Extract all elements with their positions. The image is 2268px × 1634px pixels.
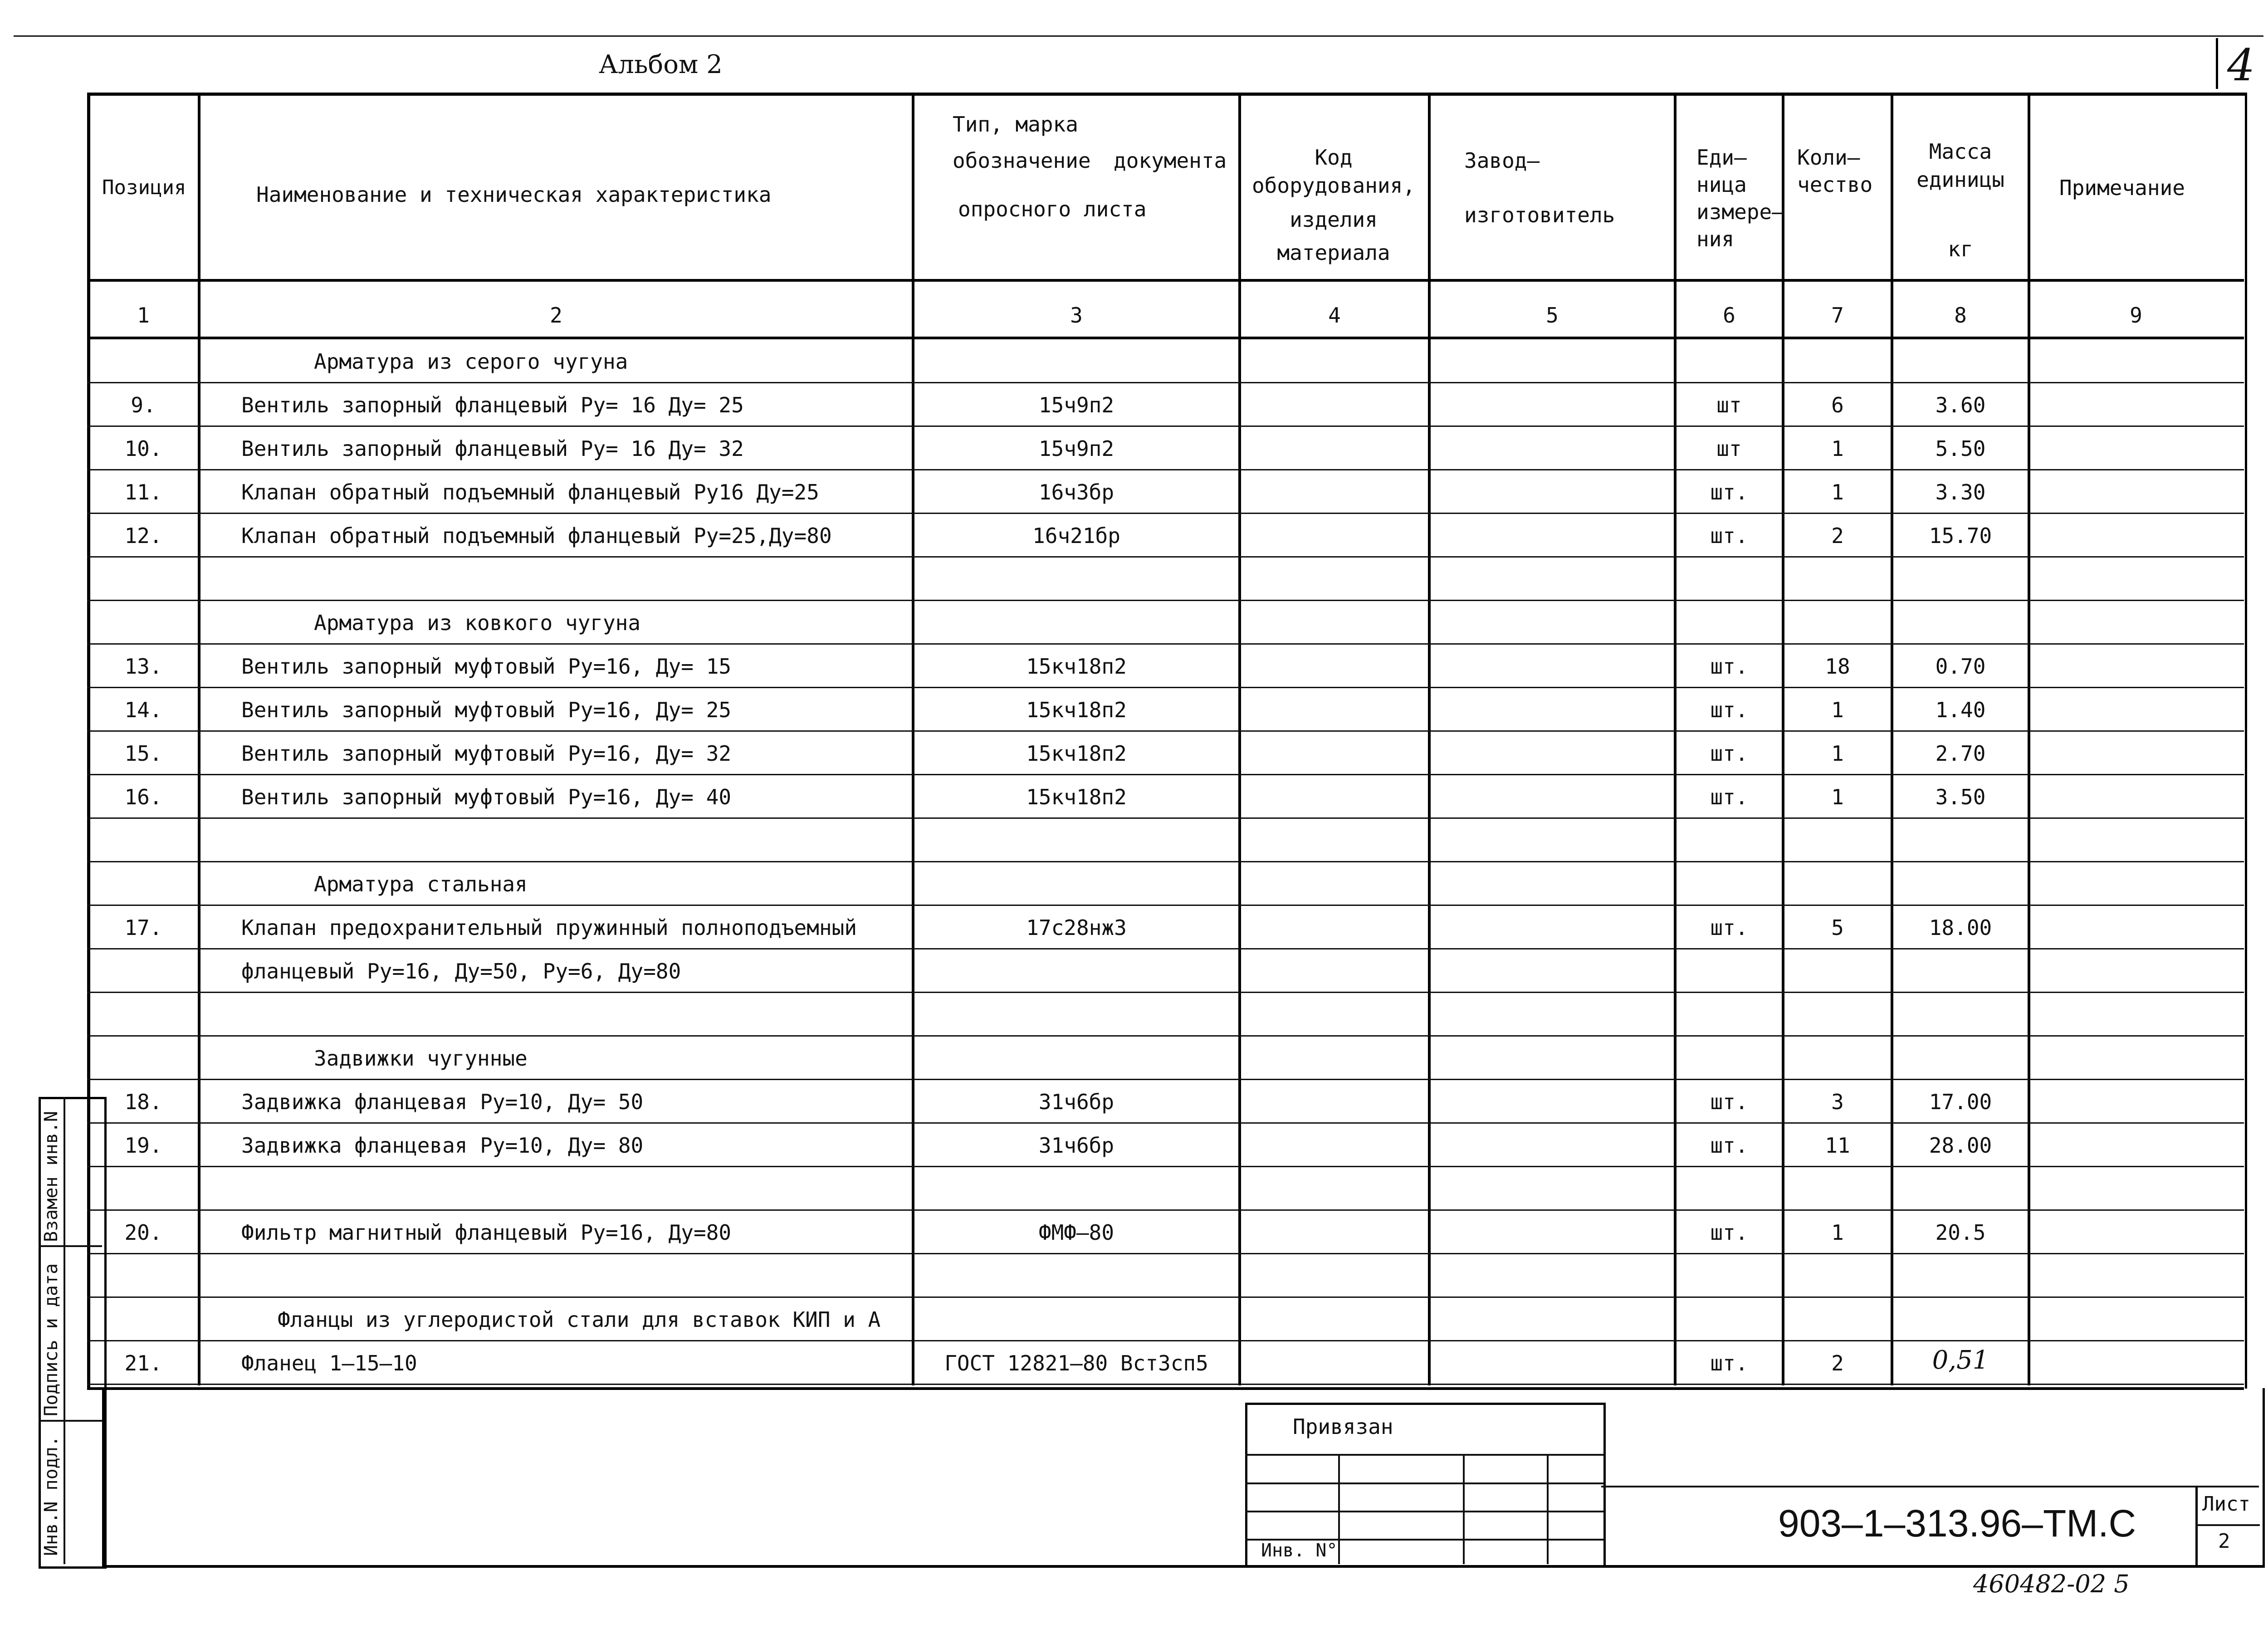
row-rule xyxy=(87,905,2244,906)
col-header-note: Примечание xyxy=(2059,176,2185,200)
row-unit: шт. xyxy=(1710,654,1748,679)
row-rule xyxy=(87,1079,2244,1080)
inv-no-label: Инв. N° xyxy=(1261,1540,1338,1561)
row-rule xyxy=(87,600,2244,601)
col-line-6 xyxy=(1782,93,1784,1385)
col-header-mass-2: единицы xyxy=(1916,167,2004,192)
row-qty: 1 xyxy=(1831,1220,1844,1245)
col-header-maker-1: Завод– xyxy=(1464,148,1540,173)
doc-code: 903–1–313.96–ТМ.С xyxy=(1778,1502,2136,1545)
row-rule xyxy=(87,1340,2244,1341)
col-header-position: Позиция xyxy=(102,176,186,199)
col-line-1 xyxy=(198,93,200,1385)
row-unit: шт. xyxy=(1710,1133,1748,1158)
row-mass: 17.00 xyxy=(1929,1090,1992,1114)
row-mass: 3.60 xyxy=(1935,393,1986,417)
col-header-type-1: Тип, марка xyxy=(953,112,1078,137)
sheet-label: Лист xyxy=(2202,1492,2250,1516)
col-number-5: 5 xyxy=(1546,303,1559,328)
row-rule xyxy=(87,687,2244,688)
col-header-code-1: Код xyxy=(1315,145,1353,170)
col-line-3 xyxy=(1238,93,1241,1385)
row-position: 11. xyxy=(124,480,162,504)
col-line-5 xyxy=(1674,93,1677,1385)
side-stamp-divider xyxy=(64,1097,65,1564)
row-type: 15кч18п2 xyxy=(1026,785,1127,809)
row-name: Клапан обратный подъемный фланцевый Ру16 Ду=25 xyxy=(241,480,819,504)
col-number-9: 9 xyxy=(2130,303,2142,328)
archive-note: 460482-02 5 xyxy=(1973,1570,2130,1598)
row-mass: 18.00 xyxy=(1929,915,1992,940)
col-header-code-2: оборудования, xyxy=(1251,173,1416,198)
row-position: 15. xyxy=(124,741,162,766)
row-rule xyxy=(87,469,2244,470)
row-position: 21. xyxy=(124,1351,162,1375)
album-label: Альбом 2 xyxy=(599,50,723,79)
row-name: Вентиль запорный фланцевый Ру= 16 Ду= 25 xyxy=(241,393,744,417)
row-qty: 3 xyxy=(1831,1090,1844,1114)
row-mass: 3.30 xyxy=(1935,480,1986,504)
row-unit: шт. xyxy=(1710,698,1748,722)
row-mass: 5.50 xyxy=(1935,436,1986,461)
row-unit: шт. xyxy=(1710,523,1748,548)
row-position: 12. xyxy=(124,523,162,548)
side-stamp-row-1 xyxy=(39,1245,102,1247)
row-unit: шт. xyxy=(1710,1351,1748,1375)
row-type: ГОСТ 12821–80 ВстЗсп5 xyxy=(944,1351,1208,1375)
col-header-unit-4: ния xyxy=(1696,227,1735,251)
header-bottom-rule xyxy=(87,279,2244,282)
row-qty: 11 xyxy=(1825,1133,1850,1158)
col-number-8: 8 xyxy=(1954,303,1967,328)
row-unit: шт. xyxy=(1710,741,1748,766)
row-name: фланцевый Ру=16, Ду=50, Ру=6, Ду=80 xyxy=(241,959,681,983)
col-number-1: 1 xyxy=(137,303,150,328)
row-type: 15кч18п2 xyxy=(1026,741,1127,766)
row-mass: 20.5 xyxy=(1935,1220,1986,1245)
side-label-inv-podl: Инв.N подл. xyxy=(41,1436,62,1556)
row-name: Задвижка фланцевая Ру=10, Ду= 50 xyxy=(241,1090,644,1114)
col-header-type-2b: документа xyxy=(1114,148,1227,173)
sheet-number: 2 xyxy=(2218,1530,2230,1553)
doc-block-top xyxy=(1601,1486,2259,1487)
col-header-name: Наименование и техническая характеристика xyxy=(256,182,772,207)
row-mass: 2.70 xyxy=(1935,741,1986,766)
row-position: 9. xyxy=(131,393,156,417)
col-header-code-4: материала xyxy=(1277,240,1390,265)
section-heading: Арматура из ковкого чугуна xyxy=(314,611,641,635)
row-qty: 5 xyxy=(1831,915,1844,940)
row-rule xyxy=(87,513,2244,514)
col-header-maker-2: изготовитель xyxy=(1464,203,1615,227)
row-name: Вентиль запорный фланцевый Ру= 16 Ду= 32 xyxy=(241,436,744,461)
row-rule xyxy=(87,1384,2244,1385)
col-header-qty-2: чество xyxy=(1797,172,1873,197)
row-name: Вентиль запорный муфтовый Ру=16, Ду= 40 xyxy=(241,785,732,809)
col-header-unit-2: ница xyxy=(1696,172,1747,197)
row-mass: 1.40 xyxy=(1935,698,1986,722)
row-rule xyxy=(87,426,2244,427)
row-rule xyxy=(87,861,2244,862)
corner-number: 4 xyxy=(2227,40,2255,91)
col-header-mass-1: Масса xyxy=(1929,139,1992,164)
row-position: 19. xyxy=(124,1133,162,1158)
row-rule xyxy=(87,1166,2244,1167)
row-qty: 6 xyxy=(1831,393,1844,417)
row-rule xyxy=(87,643,2244,645)
col-header-type-2a: обозначение xyxy=(953,148,1091,173)
row-rule xyxy=(87,1122,2244,1124)
row-unit: шт. xyxy=(1710,480,1748,504)
row-rule xyxy=(87,730,2244,732)
row-position: 14. xyxy=(124,698,162,722)
privyazan-col-3 xyxy=(1547,1454,1549,1564)
row-qty: 2 xyxy=(1831,523,1844,548)
row-mass: 28.00 xyxy=(1929,1133,1992,1158)
side-stamp-row-2 xyxy=(39,1420,102,1422)
row-position: 17. xyxy=(124,915,162,940)
row-rule xyxy=(87,1209,2244,1211)
row-qty: 1 xyxy=(1831,436,1844,461)
row-rule xyxy=(87,817,2244,819)
row-rule xyxy=(87,382,2244,383)
privyazan-rule-3 xyxy=(1245,1511,1603,1512)
col-header-mass-3: кг xyxy=(1948,237,1973,261)
section-heading: Арматура стальная xyxy=(314,872,528,896)
row-name: Фланец 1–15–10 xyxy=(241,1351,417,1375)
col-header-unit-3: измере– xyxy=(1696,200,1784,224)
col-line-8 xyxy=(2028,93,2030,1385)
row-mass: 0.70 xyxy=(1935,654,1986,679)
row-unit: шт xyxy=(1716,436,1742,461)
section-heading: Задвижки чугунные xyxy=(314,1046,528,1071)
row-type: 15кч18п2 xyxy=(1026,654,1127,679)
col-number-2: 2 xyxy=(550,303,562,328)
row-rule xyxy=(87,1253,2244,1254)
row-position: 13. xyxy=(124,654,162,679)
row-type: 16ч21бр xyxy=(1032,523,1120,548)
row-qty: 1 xyxy=(1831,741,1844,766)
privyazan-label: Привязан xyxy=(1293,1414,1393,1439)
privyazan-col-2 xyxy=(1463,1454,1465,1564)
row-position: 18. xyxy=(124,1090,162,1114)
row-qty: 1 xyxy=(1831,480,1844,504)
privyazan-col-1 xyxy=(1338,1454,1340,1564)
col-line-7 xyxy=(1891,93,1893,1385)
privyazan-rule-2 xyxy=(1245,1482,1603,1484)
row-name: Клапан предохранительный пружинный полноподъемный xyxy=(241,915,857,940)
row-type: 17с28нж3 xyxy=(1026,915,1127,940)
row-unit: шт xyxy=(1716,393,1742,417)
row-name: Вентиль запорный муфтовый Ру=16, Ду= 15 xyxy=(241,654,732,679)
col-number-3: 3 xyxy=(1070,303,1083,328)
row-name: Задвижка фланцевая Ру=10, Ду= 80 xyxy=(241,1133,644,1158)
row-type: 15ч9п2 xyxy=(1038,436,1114,461)
row-qty: 1 xyxy=(1831,698,1844,722)
section-heading: Арматура из серого чугуна xyxy=(314,349,628,374)
col-header-type-3: опросного листа xyxy=(958,197,1147,221)
row-type: ФМФ–80 xyxy=(1038,1220,1114,1245)
col-line-2 xyxy=(912,93,914,1385)
row-rule xyxy=(87,948,2244,949)
col-number-7: 7 xyxy=(1831,303,1844,328)
side-label-podpis: Подпись и дата xyxy=(41,1263,62,1416)
row-rule xyxy=(87,556,2244,558)
row-type: 31ч6бр xyxy=(1038,1133,1114,1158)
row-rule xyxy=(87,774,2244,775)
col-header-code-3: изделия xyxy=(1290,207,1378,232)
row-unit: шт. xyxy=(1710,915,1748,940)
row-rule xyxy=(87,1035,2244,1037)
row-mass: 0,51 xyxy=(1932,1345,1989,1375)
row-type: 31ч6бр xyxy=(1038,1090,1114,1114)
row-qty: 2 xyxy=(1831,1351,1844,1375)
row-name: Вентиль запорный муфтовый Ру=16, Ду= 25 xyxy=(241,698,732,722)
numbers-bottom-rule xyxy=(87,337,2244,339)
row-mass: 3.50 xyxy=(1935,785,1986,809)
row-mass: 15.70 xyxy=(1929,523,1992,548)
row-position: 20. xyxy=(124,1220,162,1245)
row-qty: 1 xyxy=(1831,785,1844,809)
row-unit: шт. xyxy=(1710,785,1748,809)
sheet-box-divider xyxy=(2195,1524,2260,1526)
row-type: 15ч9п2 xyxy=(1038,393,1114,417)
spec-table-frame xyxy=(87,93,2247,1389)
col-number-6: 6 xyxy=(1723,303,1735,328)
privyazan-rule-1 xyxy=(1245,1454,1603,1456)
row-type: 15кч18п2 xyxy=(1026,698,1127,722)
row-rule xyxy=(87,1296,2244,1298)
col-number-4: 4 xyxy=(1328,303,1341,328)
row-qty: 18 xyxy=(1825,654,1850,679)
row-position: 16. xyxy=(124,785,162,809)
row-name: Клапан обратный подъемный фланцевый Ру=25,Ду=80 xyxy=(241,523,832,548)
row-type: 16ч3бр xyxy=(1038,480,1114,504)
row-name: Вентиль запорный муфтовый Ру=16, Ду= 32 xyxy=(241,741,732,766)
top-rule xyxy=(14,35,2263,37)
side-label-vzamen: Взамен инв.N xyxy=(41,1111,62,1242)
col-line-4 xyxy=(1428,93,1431,1385)
row-unit: шт. xyxy=(1710,1090,1748,1114)
row-position: 10. xyxy=(124,436,162,461)
row-unit: шт. xyxy=(1710,1220,1748,1245)
section-heading: Фланцы из углеродистой стали для вставок КИП и А xyxy=(278,1307,881,1332)
col-header-unit-1: Еди– xyxy=(1696,145,1747,170)
row-rule xyxy=(87,992,2244,993)
row-name: Фильтр магнитный фланцевый Ру=16, Ду=80 xyxy=(241,1220,732,1245)
col-header-qty-1: Коли– xyxy=(1797,145,1860,170)
